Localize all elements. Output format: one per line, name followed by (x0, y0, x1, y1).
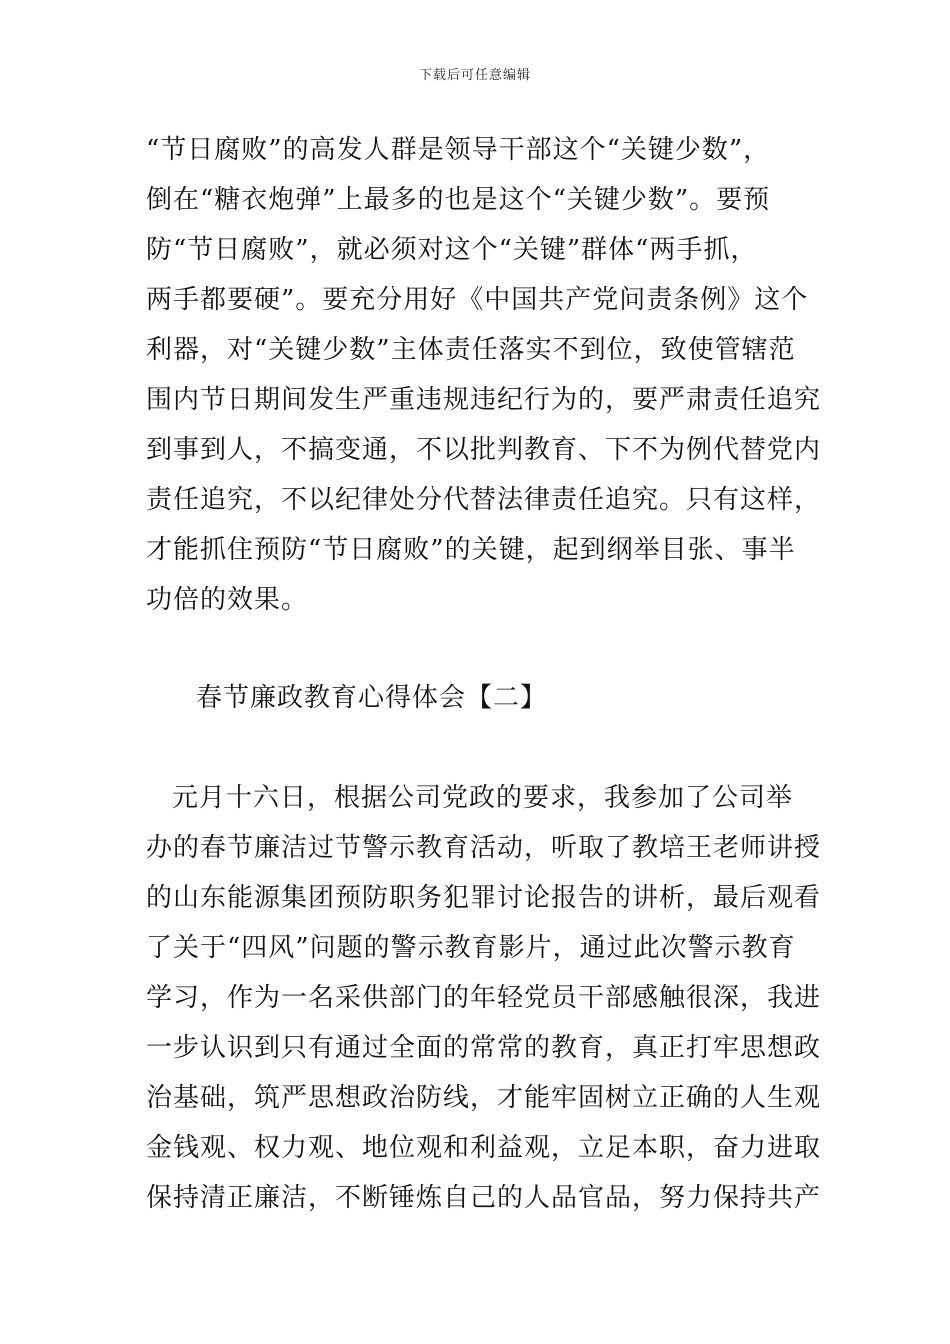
paragraph-line: 防“节日腐败”，就必须对这个“关键”群体“两手抓， (146, 235, 758, 265)
paragraph-line: “节日腐败”的高发人群是领导干部这个“关键少数”， (146, 135, 771, 165)
paragraph-line: 功倍的效果。 (146, 585, 309, 615)
paragraph-line: 两手都要硬”。要充分用好《中国共产党问责条例》这个 (146, 285, 809, 315)
paragraph-line: 治基础，筑严思想政治防线，才能牢固树立正确的人生观 (146, 1083, 822, 1113)
paragraph-line: 责任追究，不以纪律处分代替法律责任追究。只有这样， (146, 485, 822, 515)
paragraph-line: 办的春节廉洁过节警示教育活动，听取了教培王老师讲授 (146, 833, 822, 863)
paragraph-line: 利器，对“关键少数”主体责任落实不到位，致使管辖范 (146, 335, 796, 365)
section-title: 春节廉政教育心得体会【二】 (196, 683, 548, 713)
paragraph-line: 才能抓住预防“节日腐败”的关键，起到纲举目张、事半 (146, 535, 796, 565)
paragraph-line: 学习，作为一名采供部门的年轻党员干部感触很深，我进 (146, 983, 822, 1013)
paragraph-line: 到事到人，不搞变通，不以批判教育、下不为例代替党内 (146, 435, 822, 465)
paragraph-line: 围内节日期间发生严重违规违纪行为的，要严肃责任追究 (146, 385, 822, 415)
paragraph-line: 金钱观、权力观、地位观和利益观，立足本职，奋力进取 (146, 1133, 822, 1163)
paragraph-line: 保持清正廉洁，不断锤炼自己的人品官品，努力保持共产 (146, 1183, 822, 1213)
paragraph-line: 倒在“糖衣炮弹”上最多的也是这个“关键少数”。要预 (146, 185, 771, 215)
page-header-note: 下载后可任意编辑 (418, 68, 531, 83)
paragraph-line: 元月十六日，根据公司党政的要求，我参加了公司举 (172, 783, 794, 813)
paragraph-line: 的山东能源集团预防职务犯罪讨论报告的讲析，最后观看 (146, 883, 822, 913)
paragraph-line: 了关于“四风”问题的警示教育影片，通过此次警示教育 (146, 933, 796, 963)
paragraph-line: 一步认识到只有通过全面的常常的教育，真正打牢思想政 (146, 1033, 822, 1063)
